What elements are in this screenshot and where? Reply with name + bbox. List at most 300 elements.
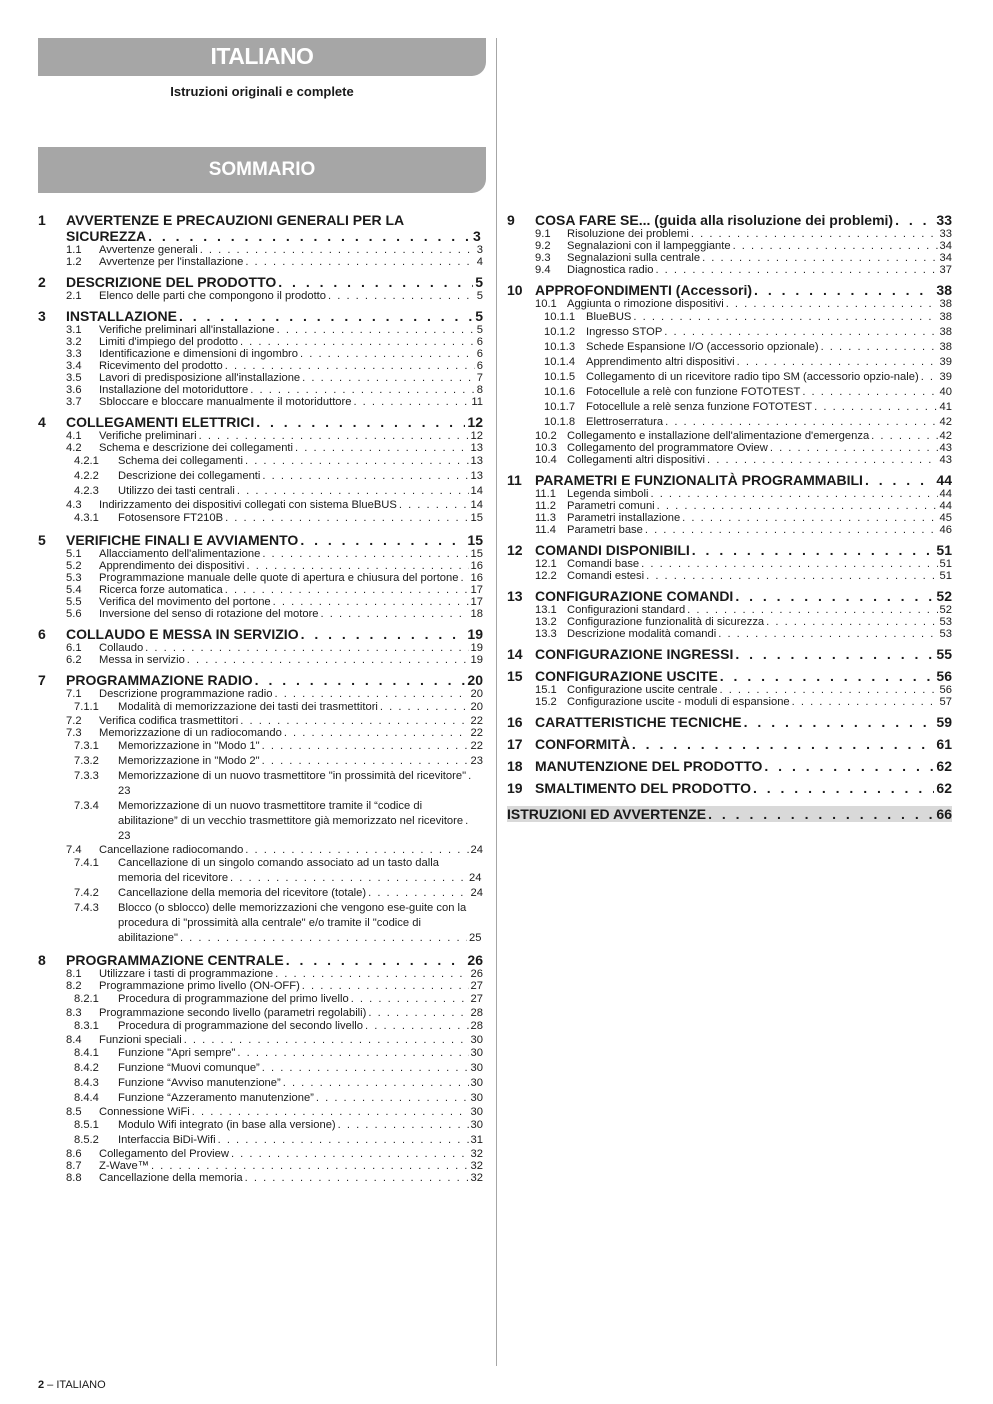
toc-entry-number: 4.2 — [66, 442, 82, 454]
toc-entry-number: 1.2 — [66, 256, 82, 268]
toc-entry[interactable] — [38, 1019, 483, 1034]
toc-entry-title: COSA FARE SE... (guida alla risoluzione dei problemi) — [535, 212, 894, 228]
toc-dot-leader — [802, 385, 937, 400]
toc-entry-title: Procedura di programmazione del secondo livello — [118, 1020, 364, 1032]
toc-dot-leader — [301, 626, 466, 642]
toc-entry[interactable] — [507, 570, 952, 582]
toc-entry-title: Comandi estesi — [567, 570, 645, 582]
toc-entry-page: 56 — [936, 668, 952, 684]
toc-entry[interactable] — [38, 992, 483, 1007]
toc-entry-title: Configurazione uscite - moduli di espansione — [567, 696, 790, 708]
toc-entry[interactable] — [38, 799, 483, 844]
toc-dot-leader — [255, 672, 466, 688]
toc-entry-number: 8.1 — [66, 968, 82, 980]
toc-entry[interactable] — [38, 642, 483, 654]
toc-entry[interactable] — [507, 228, 952, 240]
toc-entry[interactable] — [38, 560, 483, 572]
toc-entry-page: 4 — [476, 256, 483, 268]
toc-entry-page: 26 — [467, 952, 483, 968]
toc-entry[interactable] — [507, 442, 952, 454]
toc-entry-number: 8.3.1 — [74, 1020, 99, 1032]
toc-dot-leader — [792, 696, 938, 708]
toc-entry[interactable] — [38, 469, 483, 484]
toc-entry[interactable] — [507, 616, 952, 628]
toc-entry[interactable] — [38, 886, 483, 901]
toc-dot-leader — [262, 548, 468, 560]
toc-entry-title: CONFORMITÀ — [535, 736, 630, 752]
toc-dot-leader — [247, 560, 469, 572]
toc-entry-title: Sbloccare e bloccare manualmente il motoriduttore — [99, 396, 352, 408]
toc-entry[interactable] — [38, 596, 483, 608]
toc-entry[interactable] — [507, 252, 952, 264]
toc-dot-leader — [353, 396, 469, 408]
toc-entry-title: Parametri installazione — [567, 512, 681, 524]
toc-entry[interactable] — [38, 769, 483, 799]
toc-entry[interactable] — [38, 1061, 483, 1076]
toc-dot-leader — [702, 252, 937, 264]
toc-entry[interactable] — [38, 584, 483, 596]
toc-entry-number: 2.1 — [66, 290, 82, 302]
toc-entry-page: 32 — [470, 1160, 483, 1172]
toc-dot-leader — [770, 442, 938, 454]
toc-dot-leader — [744, 714, 935, 730]
toc-dot-leader — [368, 886, 468, 901]
toc-entry-title: DESCRIZIONE DEL PRODOTTO — [66, 274, 277, 290]
toc-entry-title: CARATTERISTICHE TECNICHE — [535, 714, 742, 730]
toc-entry[interactable] — [507, 714, 952, 730]
toc-entry[interactable] — [38, 739, 483, 754]
toc-entry[interactable] — [38, 414, 483, 430]
toc-entry[interactable] — [507, 524, 952, 536]
toc-entry[interactable] — [38, 1172, 483, 1184]
toc-entry[interactable] — [507, 325, 952, 340]
toc-entry-number: 10.1.6 — [544, 386, 576, 398]
toc-entry-page: 12 — [467, 414, 483, 430]
toc-entry[interactable] — [507, 212, 952, 228]
toc-entry-page: 24 — [469, 872, 482, 884]
toc-entry-number: 15 — [507, 668, 523, 684]
toc-entry-number: 11.2 — [535, 500, 556, 512]
toc-entry[interactable] — [38, 499, 483, 511]
toc-entry-page: 14 — [470, 485, 483, 497]
toc-entry[interactable] — [38, 1076, 483, 1091]
toc-entry[interactable] — [507, 758, 952, 774]
toc-entry-title: Funzione “Azzeramento manutenzione” — [118, 1092, 314, 1104]
toc-dot-leader — [895, 212, 934, 228]
toc-entry-title: Verifiche preliminari — [99, 430, 197, 442]
toc-entry[interactable] — [38, 1007, 483, 1019]
toc-entry-title: Collegamento e installazione dell'alimentazione d'emergenza — [567, 430, 870, 442]
toc-entry-title: Descrizione modalità comandi — [567, 628, 717, 640]
toc-entry[interactable] — [38, 672, 483, 688]
toc-dot-leader — [277, 324, 475, 336]
toc-entry-page: 23 — [118, 830, 131, 842]
toc-entry[interactable] — [38, 324, 483, 336]
toc-entry[interactable] — [38, 548, 483, 560]
toc-entry-number: 10.1.7 — [544, 401, 576, 413]
toc-entry-number: 8.4.3 — [74, 1077, 99, 1089]
toc-entry-page: 38 — [939, 298, 952, 310]
toc-entry-number: 7.4.1 — [74, 857, 99, 869]
toc-entry-page: 8 — [476, 384, 483, 396]
toc-entry-page: 6 — [476, 348, 483, 360]
toc-entry-page: 38 — [936, 282, 952, 298]
toc-dot-leader — [283, 1076, 469, 1091]
toc-entry-title: Collegamento del Proview — [99, 1148, 229, 1160]
toc-entry[interactable] — [507, 628, 952, 640]
toc-entry[interactable] — [507, 298, 952, 310]
toc-entry-title: Collegamenti altri dispositivi — [567, 454, 706, 466]
toc-entry-number: 4.2.2 — [74, 470, 99, 482]
toc-dot-leader — [720, 684, 938, 696]
toc-entry[interactable] — [38, 212, 483, 244]
toc-entry[interactable] — [38, 348, 483, 360]
toc-entry-page: 42 — [939, 430, 952, 442]
toc-entry[interactable] — [507, 370, 952, 385]
toc-dot-leader — [707, 454, 938, 466]
toc-entry[interactable] — [38, 1106, 483, 1118]
toc-entry-title: Aggiunta o rimozione dispositivi — [567, 298, 724, 310]
toc-entry-title: Schema e descrizione dei collegamenti — [99, 442, 294, 454]
toc-entry-title: Cancellazione di un singolo comando associato ad un tasto dalla memoria del ricevitore — [118, 857, 439, 884]
toc-entry-title: Legenda simboli — [567, 488, 649, 500]
toc-entry-number: 13 — [507, 588, 523, 604]
toc-entry-title: Fotosensore FT210B — [118, 512, 224, 524]
toc-entry[interactable] — [507, 282, 952, 298]
toc-entry-page: 22 — [470, 715, 483, 727]
toc-entry-number: 7.4 — [66, 844, 82, 856]
toc-dot-leader — [275, 968, 468, 980]
toc-entry[interactable] — [507, 355, 952, 370]
toc-entry-number: 3.4 — [66, 360, 82, 372]
toc-entry-page: 41 — [939, 401, 952, 413]
toc-dot-leader — [351, 992, 469, 1007]
toc-entry[interactable] — [38, 372, 483, 384]
toc-entry-number: 11.3 — [535, 512, 556, 524]
toc-entry[interactable] — [38, 1046, 483, 1061]
toc-entry[interactable] — [38, 256, 483, 268]
toc-entry[interactable] — [507, 472, 952, 488]
toc-entry-page: 44 — [939, 488, 952, 500]
toc-entry-title: Programmazione primo livello (ON-OFF) — [99, 980, 300, 992]
toc-entry-page: 31 — [470, 1134, 483, 1146]
toc-entry-page: 15 — [470, 512, 483, 524]
toc-entry-page: 33 — [939, 228, 952, 240]
toc-entry-title: Segnalazioni con il lampeggiante — [567, 240, 731, 252]
toc-entry[interactable] — [507, 780, 952, 796]
toc-entry[interactable] — [38, 384, 483, 396]
toc-entry-page: 14 — [470, 499, 483, 511]
toc-entry[interactable] — [507, 340, 952, 355]
toc-entry-number: 7.4.2 — [74, 887, 99, 899]
toc-entry-title: APPROFONDIMENTI (Accessori) — [535, 282, 753, 298]
toc-entry-number: 6 — [38, 626, 46, 642]
toc-dot-leader — [295, 442, 469, 454]
toc-entry[interactable] — [507, 454, 952, 466]
toc-entry-number: 9.1 — [535, 228, 551, 240]
toc-entry-number: 8.8 — [66, 1172, 82, 1184]
footer-separator: – — [44, 1379, 57, 1391]
toc-entry[interactable] — [38, 572, 483, 584]
toc-entry-page: 27 — [470, 993, 483, 1005]
toc-entry-number: 3.7 — [66, 396, 82, 408]
toc-entry-page: 55 — [936, 646, 952, 662]
toc-entry-page: 19 — [470, 654, 483, 666]
toc-entry-title: Memorizzazione di un nuovo trasmettitore tramite il “codice di abilitazione” di un vecchio trasmettitore già memorizzato nel ricevitore — [118, 800, 464, 827]
toc-entry-page: 33 — [936, 212, 952, 228]
toc-entry-title: Collegamento di un ricevitore radio tipo SM (accessorio opzio-nale) — [586, 371, 919, 383]
toc-entry-title: Comandi base — [567, 558, 640, 570]
toc-entry-page: 6 — [476, 360, 483, 372]
table-of-contents-heading: SOMMARIO — [38, 147, 486, 193]
toc-entry-number: 8.2 — [66, 980, 82, 992]
toc-entry-page: 30 — [470, 1034, 483, 1046]
toc-entry[interactable] — [38, 274, 483, 290]
toc-entry-number: 10 — [507, 282, 523, 298]
toc-entry[interactable] — [38, 1118, 483, 1133]
toc-entry-page: 6 — [476, 336, 483, 348]
toc-entry[interactable] — [38, 754, 483, 769]
toc-dot-leader — [262, 739, 469, 754]
toc-dot-leader — [274, 688, 468, 700]
toc-entry-page: 23 — [118, 785, 131, 797]
toc-entry[interactable] — [38, 442, 483, 454]
toc-dot-leader — [468, 769, 476, 784]
toc-dot-leader — [148, 228, 471, 244]
toc-entry-page: 22 — [470, 740, 483, 752]
toc-entry-title: Funzione "Apri sempre" — [118, 1047, 236, 1059]
toc-entry-number: 1 — [38, 212, 46, 228]
toc-dot-leader — [300, 532, 465, 548]
toc-entry[interactable] — [38, 654, 483, 666]
toc-entry[interactable] — [38, 856, 483, 886]
toc-entry[interactable] — [38, 290, 483, 302]
toc-entry-title: Memorizzazione in "Modo 2" — [118, 755, 260, 767]
toc-dot-leader — [284, 727, 469, 739]
toc-entry-title: AVVERTENZE E PRECAUZIONI GENERALI PER LA SICUREZZA — [66, 212, 404, 244]
toc-entry-title: Configurazione funzionalità di sicurezza — [567, 616, 765, 628]
toc-entry-number: 8 — [38, 952, 46, 968]
toc-entry[interactable] — [507, 668, 952, 684]
toc-entry[interactable] — [38, 308, 483, 324]
toc-entry[interactable] — [507, 684, 952, 696]
toc-entry-title: Ricevimento del prodotto — [99, 360, 223, 372]
toc-entry[interactable] — [38, 968, 483, 980]
toc-entry[interactable] — [38, 952, 483, 968]
toc-entry[interactable] — [507, 512, 952, 524]
toc-dot-leader — [262, 469, 468, 484]
toc-entry[interactable] — [38, 1034, 483, 1046]
toc-entry-title: Lavori di predisposizione all'installazione — [99, 372, 301, 384]
toc-dot-leader — [633, 310, 937, 325]
toc-dot-leader — [764, 758, 934, 774]
toc-entry-title: PROGRAMMAZIONE CENTRALE — [66, 952, 284, 968]
toc-entry[interactable] — [38, 715, 483, 727]
toc-entry-page: 15 — [467, 532, 483, 548]
column-divider — [496, 38, 497, 1366]
toc-entry[interactable] — [38, 336, 483, 348]
toc-dot-leader — [200, 244, 475, 256]
toc-entry[interactable] — [507, 430, 952, 442]
toc-entry[interactable] — [507, 736, 952, 752]
toc-entry-page: 20 — [470, 688, 483, 700]
toc-entry-number: 10.1.3 — [544, 341, 576, 353]
toc-entry-title: Ingresso STOP — [586, 326, 663, 338]
toc-entry[interactable] — [507, 385, 952, 400]
toc-entry-number: 5 — [38, 532, 46, 548]
toc-entry[interactable] — [38, 844, 483, 856]
toc-entry-page: 5 — [476, 290, 483, 302]
toc-entry-title: Descrizione dei collegamenti — [118, 470, 261, 482]
toc-dot-leader — [230, 871, 467, 886]
toc-dot-leader — [316, 1091, 469, 1106]
toc-entry[interactable] — [507, 542, 952, 558]
toc-entry[interactable] — [507, 588, 952, 604]
toc-entry-number: 10.1.1 — [544, 311, 576, 323]
toc-entry[interactable] — [507, 240, 952, 252]
toc-dot-leader — [650, 488, 937, 500]
toc-entry[interactable] — [38, 430, 483, 442]
toc-entry-number: 5.6 — [66, 608, 82, 620]
toc-entry-page: 19 — [467, 626, 483, 642]
toc-entry[interactable] — [38, 1091, 483, 1106]
toc-entry[interactable] — [38, 901, 483, 946]
toc-entry-title: Elenco delle parti che compongono il prodotto — [99, 290, 327, 302]
toc-entry-page: 18 — [470, 608, 483, 620]
toc-entry[interactable] — [507, 696, 952, 708]
toc-entry[interactable] — [38, 608, 483, 620]
toc-entry[interactable] — [38, 727, 483, 739]
toc-dot-leader — [814, 400, 937, 415]
toc-entry-page: 28 — [470, 1007, 483, 1019]
toc-entry[interactable] — [38, 626, 483, 642]
toc-dot-leader — [921, 370, 938, 385]
toc-entry[interactable] — [507, 646, 952, 662]
toc-dot-leader — [245, 454, 469, 469]
toc-dot-leader — [250, 384, 475, 396]
toc-entry[interactable] — [507, 400, 952, 415]
toc-entry-page: 24 — [470, 844, 483, 856]
toc-entry-title: Verifica codifica trasmettitori — [99, 715, 239, 727]
toc-entry[interactable] — [38, 532, 483, 548]
toc-entry-number: 7.4.3 — [74, 902, 99, 914]
toc-entry[interactable] — [38, 980, 483, 992]
toc-entry-number: 11 — [507, 472, 522, 488]
toc-entry-number: 3.3 — [66, 348, 82, 360]
toc-entry-page: 3 — [473, 228, 481, 244]
toc-entry-number: 5.1 — [66, 548, 82, 560]
toc-entry-page: 57 — [939, 696, 952, 708]
toc-entry[interactable] — [38, 511, 483, 526]
toc-entry-number: 8.2.1 — [74, 993, 99, 1005]
toc-dot-leader — [273, 596, 469, 608]
language-banner: ITALIANO — [38, 38, 486, 76]
toc-dot-leader — [766, 616, 937, 628]
toc-entry-number: 16 — [507, 714, 523, 730]
toc-entry[interactable] — [38, 1160, 483, 1172]
toc-entry-page: 15 — [470, 548, 483, 560]
toc-entry-page: 16 — [470, 572, 483, 584]
toc-entry-page: 32 — [470, 1172, 483, 1184]
toc-dot-leader — [708, 806, 934, 822]
toc-dot-leader — [245, 256, 474, 268]
toc-entry[interactable] — [507, 415, 952, 430]
toc-entry-page: 43 — [939, 454, 952, 466]
toc-entry[interactable] — [507, 806, 952, 822]
toc-entry[interactable] — [507, 310, 952, 325]
toc-entry-title: Elettroserratura — [586, 416, 664, 428]
toc-entry-number: 5.2 — [66, 560, 82, 572]
toc-dot-leader — [151, 1160, 469, 1172]
toc-entry[interactable] — [507, 558, 952, 570]
toc-entry-number: 6.2 — [66, 654, 82, 666]
toc-dot-leader — [368, 1007, 468, 1019]
toc-entry[interactable] — [38, 244, 483, 256]
toc-dot-leader — [865, 472, 934, 488]
toc-entry[interactable] — [38, 1148, 483, 1160]
toc-dot-leader — [199, 430, 469, 442]
toc-dot-leader — [735, 588, 934, 604]
toc-dot-leader — [262, 754, 469, 769]
toc-entry[interactable] — [38, 360, 483, 372]
toc-entry-number: 3.6 — [66, 384, 82, 396]
toc-entry-page: 38 — [939, 326, 952, 338]
toc-dot-leader — [754, 282, 934, 298]
toc-entry-number: 7.3.4 — [74, 800, 99, 812]
toc-entry-number: 8.7 — [66, 1160, 82, 1172]
toc-entry-number: 19 — [507, 780, 523, 796]
toc-entry[interactable] — [507, 488, 952, 500]
toc-entry-number: 17 — [507, 736, 523, 752]
toc-entry[interactable] — [38, 1133, 483, 1148]
toc-entry[interactable] — [507, 604, 952, 616]
toc-dot-leader — [632, 736, 935, 752]
toc-entry-number: 15.1 — [535, 684, 557, 696]
toc-entry-number: 9.2 — [535, 240, 551, 252]
toc-entry-number: 9.3 — [535, 252, 551, 264]
toc-entry[interactable] — [38, 484, 483, 499]
toc-entry-title: Verifiche preliminari all'installazione — [99, 324, 275, 336]
toc-entry-number: 2 — [38, 274, 46, 290]
toc-entry-page: 51 — [936, 542, 952, 558]
toc-entry-number: 10.1.8 — [544, 416, 576, 428]
toc-entry-title: Programmazione secondo livello (parametri regolabili) — [99, 1007, 367, 1019]
toc-entry-number: 8.3 — [66, 1007, 82, 1019]
toc-entry[interactable] — [38, 396, 483, 408]
toc-entry-number: 4 — [38, 414, 46, 430]
toc-entry-number: 5.3 — [66, 572, 82, 584]
toc-entry[interactable] — [38, 700, 483, 715]
toc-entry[interactable] — [507, 500, 952, 512]
toc-dot-leader — [726, 298, 938, 310]
toc-entry-page: 30 — [470, 1106, 483, 1118]
toc-entry-page: 52 — [939, 604, 952, 616]
toc-entry-number: 9 — [507, 212, 515, 228]
toc-entry-page: 51 — [939, 570, 952, 582]
toc-entry-title: COMANDI DISPONIBILI — [535, 542, 690, 558]
toc-entry-title: Funzione “Avviso manutenzione” — [118, 1077, 281, 1089]
toc-entry[interactable] — [507, 264, 952, 276]
toc-entry-page: 27 — [470, 980, 483, 992]
toc-entry-page: 39 — [939, 371, 952, 383]
toc-dot-leader — [237, 484, 469, 499]
toc-dot-leader — [225, 511, 468, 526]
toc-dot-leader — [338, 1118, 469, 1133]
toc-entry[interactable] — [38, 688, 483, 700]
toc-entry-number: 12.2 — [535, 570, 557, 582]
toc-entry[interactable] — [38, 454, 483, 469]
page-footer — [38, 1379, 106, 1391]
